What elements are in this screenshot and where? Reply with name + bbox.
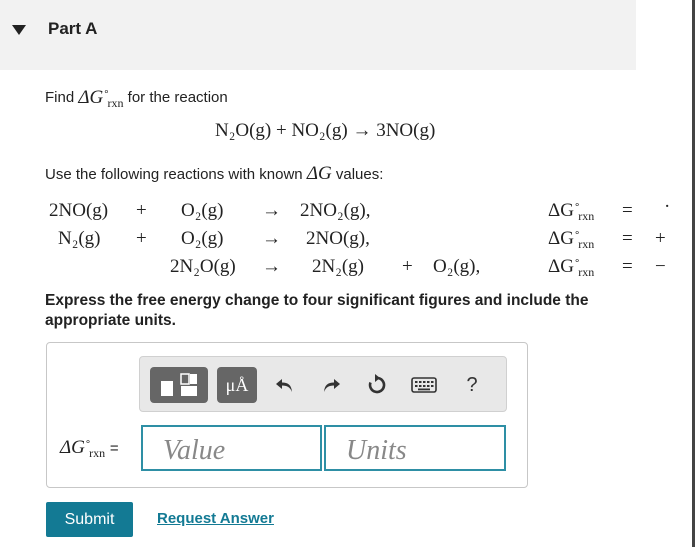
known-reaction-2-value: + xyxy=(655,228,666,249)
known-reaction-2-delta-g: $\Delta G^\circ_{rxn}$ xyxy=(548,228,595,251)
known-reaction-3-arrow: → xyxy=(262,256,281,277)
known-reaction-3-reactant: 2N₂O(g) xyxy=(170,256,236,277)
question-find-line: Find $\Delta G^\circ_{rxn}$ for the reaction xyxy=(45,87,228,110)
known-reaction-1-value: · xyxy=(664,196,671,217)
known-reaction-1-reactant1: 2NO(g) xyxy=(49,200,109,221)
known-reaction-3-delta-g: $\Delta G^\circ_{rxn}$ xyxy=(548,256,595,279)
reset-button[interactable] xyxy=(363,371,391,399)
submit-button[interactable]: Submit xyxy=(46,502,133,537)
units-button[interactable]: μÅ xyxy=(217,367,257,403)
keyboard-button[interactable] xyxy=(408,371,440,399)
help-button[interactable]: ? xyxy=(466,373,478,396)
redo-icon xyxy=(319,373,343,397)
known-reaction-1-reactant2: O₂(g) xyxy=(181,200,224,221)
templates-button[interactable] xyxy=(150,367,208,403)
known-reaction-1-equals: = xyxy=(622,200,633,221)
part-header[interactable] xyxy=(0,0,636,70)
target-reaction: N₂O(g) + NO₂(g) → 3NO(g) xyxy=(215,120,436,141)
answer-label: $\Delta G^\circ_{rxn}$ = xyxy=(60,437,119,460)
known-reaction-2-plus: + xyxy=(136,228,147,249)
question-use-line: Use the following reactions with known ΔG values: xyxy=(45,163,384,184)
request-answer-link[interactable]: Request Answer xyxy=(157,510,274,527)
undo-button[interactable] xyxy=(271,371,299,399)
part-title: Part A xyxy=(48,19,98,38)
undo-icon xyxy=(273,373,297,397)
known-reaction-3-plus: + xyxy=(402,256,413,277)
known-reaction-3-product1: 2N₂(g) xyxy=(312,256,364,277)
scrollbar[interactable] xyxy=(692,0,695,547)
known-reaction-1-arrow: → xyxy=(262,200,281,221)
known-reaction-2-product: 2NO(g), xyxy=(306,228,370,249)
templates-icon xyxy=(159,372,199,398)
known-reaction-1-plus: + xyxy=(136,200,147,221)
redo-button[interactable] xyxy=(317,371,345,399)
known-reaction-3-equals: = xyxy=(622,256,633,277)
known-reaction-3-value: − xyxy=(655,256,666,277)
known-reaction-2-reactant1: N₂(g) xyxy=(58,228,101,249)
math-toolbar xyxy=(139,356,507,412)
delta-g-rxn-symbol: $\Delta G^\circ_{rxn}$ xyxy=(78,87,124,110)
reset-icon xyxy=(365,373,389,397)
value-input[interactable] xyxy=(141,425,322,471)
known-reaction-3-product2: O₂(g), xyxy=(433,256,481,277)
keyboard-icon xyxy=(411,376,437,394)
known-reaction-2-reactant2: O₂(g) xyxy=(181,228,224,249)
known-reaction-1-product: 2NO₂(g), xyxy=(300,200,371,221)
known-reaction-1-delta-g: $\Delta G^\circ_{rxn}$ xyxy=(548,200,595,223)
known-reaction-2-equals: = xyxy=(622,228,633,249)
known-reaction-2-arrow: → xyxy=(262,228,281,249)
units-input[interactable] xyxy=(324,425,506,471)
instructions: Express the free energy change to four significant figures and include the appropriate units. xyxy=(45,292,589,329)
caret-down-icon[interactable] xyxy=(12,24,26,36)
